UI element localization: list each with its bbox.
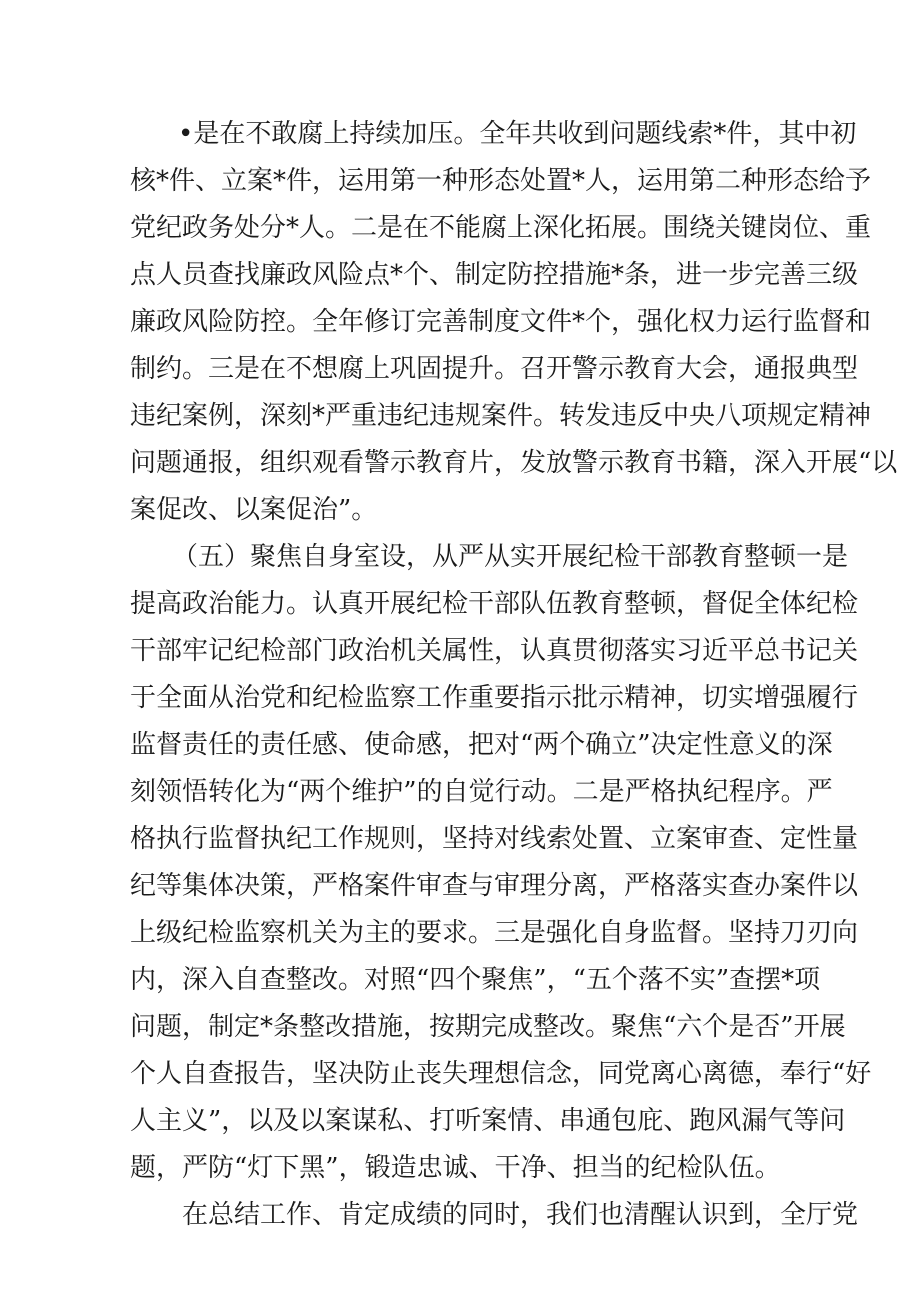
- paragraph-2-line-13: 人主义”，以及以案谋私、打听案情、串通包庇、跑风漏气等问: [130, 1106, 846, 1136]
- paragraph-1-line-2: 核*件、立案*件，运用第一种形态处置*人，运用第二种形态给予: [130, 166, 872, 196]
- paragraph-2-line-4: 于全面从治党和纪检监察工作重要指示批示精神，切实增强履行: [130, 683, 859, 713]
- paragraph-2-line-14: 题，严防“灯下黑”，锻造忠诚、干净、担当的纪检队伍。: [130, 1153, 781, 1183]
- paragraph-1-line-8: 问题通报，组织观看警示教育片，发放警示教育书籍，深入开展“以: [130, 448, 898, 478]
- paragraph-2-line-10: 内，深入自查整改。对照“四个聚焦”，“五个落不实”查摆*项: [130, 965, 821, 995]
- paragraph-2-line-7: 格执行监督执纪工作规则，坚持对线索处置、立案审查、定性量: [130, 824, 859, 854]
- paragraph-1-line-5: 廉政风险防控。全年修订完善制度文件*个，强化权力运行监督和: [130, 307, 872, 337]
- paragraph-2-line-11: 问题，制定*条整改措施，按期完成整改。聚焦“六个是否”开展: [130, 1012, 846, 1042]
- paragraph-1-line-1: •是在不敢腐上持续加压。全年共收到问题线索*件，其中初: [178, 119, 857, 149]
- paragraph-1-line-7: 违纪案例，深刻*严重违纪违规案件。转发违反中央八项规定精神: [130, 401, 872, 431]
- paragraph-1-line-9: 案促改、以案促治”。: [130, 495, 378, 525]
- paragraph-2-line-3: 干部牢记纪检部门政治机关属性，认真贯彻落实习近平总书记关: [130, 636, 859, 666]
- paragraph-2-line-6: 刻领悟转化为“两个维护”的自觉行动。二是严格执纪程序。严: [130, 777, 833, 807]
- paragraph-2-line-2: 提高政治能力。认真开展纪检干部队伍教育整顿，督促全体纪检: [130, 589, 859, 619]
- paragraph-2-line-9: 上级纪检监察机关为主的要求。三是强化自身监督。坚持刀刃向: [130, 918, 859, 948]
- paragraph-2-line-1: （五）聚焦自身室设，从严从实开展纪检干部教育整顿一是: [172, 542, 849, 572]
- paragraph-1-line-4: 点人员查找廉政风险点*个、制定防控措施*条，进一步完善三级: [130, 260, 859, 290]
- paragraph-2-line-12: 个人自查报告，坚决防止丧失理想信念，同党离心离德，奉行“好: [130, 1059, 872, 1089]
- paragraph-1-line-3: 党纪政务处分*人。二是在不能腐上深化拓展。围绕关键岗位、重: [130, 213, 872, 243]
- paragraph-2-line-5: 监督责任的责任感、使命感，把对“两个确立”决定性意义的深: [130, 730, 833, 760]
- paragraph-3-line-1: 在总结工作、肯定成绩的同时，我们也清醒认识到，全厅党: [182, 1200, 859, 1230]
- paragraph-2-line-8: 纪等集体决策，严格案件审查与审理分离，严格落实查办案件以: [130, 871, 859, 901]
- paragraph-1-line-6: 制约。三是在不想腐上巩固提升。召开警示教育大会，通报典型: [130, 354, 859, 384]
